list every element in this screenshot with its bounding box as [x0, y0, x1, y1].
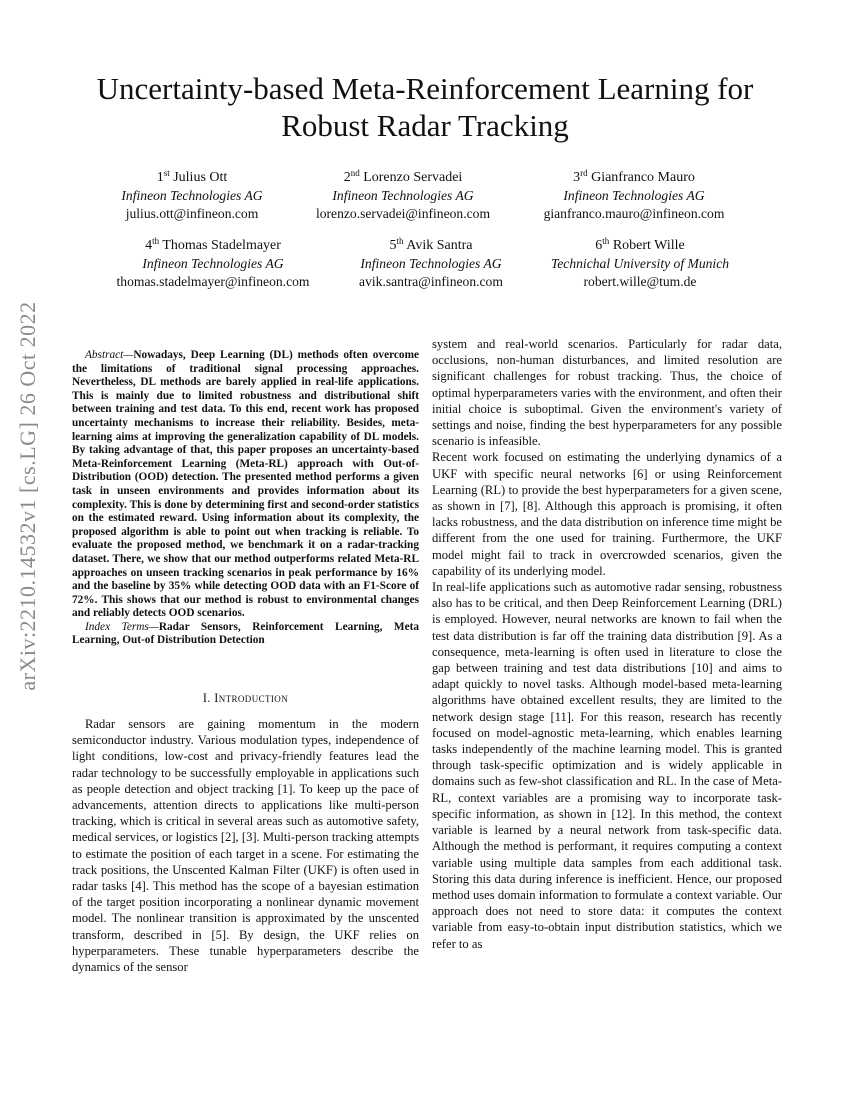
author-email: avik.santra@infineon.com — [359, 274, 503, 289]
index-terms-text: Radar Sensors, Reinforcement Learning, Meta Learning, Out-of Distribution Detection — [72, 620, 419, 647]
author-ord: 4 — [145, 238, 153, 253]
author-affiliation: Infineon Technologies AG — [360, 256, 502, 271]
author-affiliation: Infineon Technologies AG — [142, 256, 284, 271]
abstract — [72, 349, 419, 648]
section-title: Introduction — [214, 691, 289, 705]
right-column-body — [432, 336, 782, 952]
author-name: Gianfranco Mauro — [591, 170, 695, 185]
body-paragraph: Recent work focused on estimating the underlying dynamics of a UKF with specific neural networks [6] or using Reinforcement Learning (RL) to provide the best hyperparameters for a given scene, as shown in [7], [8]. Although this approach is promising, it often lacks robustness, and the data distribution on inference time might be different from the one used for training. Furthermore, the UKF model might fail to track in overcrowded scenarios, given the capability of its underlying model. — [432, 450, 782, 578]
author-ord-suffix: th — [396, 236, 404, 246]
author-ord-suffix: rd — [580, 168, 588, 178]
author-ord: 6 — [595, 238, 603, 253]
author-ord-suffix: th — [152, 236, 160, 246]
author-block-2 — [283, 169, 523, 223]
abstract-text: Nowadays, Deep Learning (DL) methods often overcome the limitations of traditional signal processing approaches. Nevertheless, DL methods are barely applied in real-life applications. This is mainly due to limited robustness and distributional shift between training and test data. To this end, recent work has proposed uncertainty mechanisms to increase their reliability. Besides, meta-learning aims at improving the generalization capability of DL models. By taking advantage of that, this paper proposes an uncertainty-based Meta-Reinforcement Learning (Meta-RL) approach with Out-of-Distribution (OOD) detection. The presented method performs a given task in unseen environments and provides information about its complexity. This is done by determining first and second-order statistics on the estimated reward. Using information about its complexity, the proposed algorithm is able to point out when tracking is reliable. To evaluate the proposed method, we benchmark it on a radar-tracking dataset. There, we show that our method outperforms related Meta-RL approaches on unseen tracking scenarios in peak performance by 16% and the baseline by 35% while detecting OOD data with an F1-Score of 72%. This shows that our method is robust to environmental changes and reliably detects OOD scenarios. — [72, 349, 419, 620]
author-email: julius.ott@infineon.com — [125, 206, 259, 221]
index-terms-label: Index Terms— — [85, 620, 159, 633]
author-name: Julius Ott — [173, 170, 228, 185]
author-ord-suffix: nd — [350, 168, 360, 178]
index-terms — [72, 621, 419, 648]
author-block-5 — [311, 237, 551, 291]
section-heading — [72, 691, 419, 706]
author-affiliation: Technichal University of Munich — [550, 256, 730, 271]
author-block-6 — [520, 237, 760, 291]
author-email: gianfranco.mauro@infineon.com — [543, 206, 725, 221]
abstract-label: Abstract— — [85, 349, 134, 361]
section-number: I. — [202, 691, 211, 705]
author-name: Lorenzo Servadei — [363, 170, 463, 185]
author-email: lorenzo.servadei@infineon.com — [315, 206, 491, 221]
arxiv-identifier: arXiv:2210.14532v1 [cs.LG] 26 Oct 2022 — [15, 301, 40, 691]
body-paragraph: In real-life applications such as automotive radar sensing, robustness also has to be critical, and then Deep Reinforcement Learning (DRL) is employed. However, neural networks are known to fail when the test data distribution is far off the training data distribution [9]. As a consequence, meta-learning is often used in literature to close the gap between training and test data distributions [10] and aims to adapt quickly to novel tasks. Although model-based meta-learning algorithms have obtained excellent results, they are limited to the network design stage [11]. For this reason, research has recently focused on model-agnostic meta-learning, which enables learning tasks independently of the machine learning model. This is granted through task-specific optimization and is widely applicable in domains such as few-shot classification and RL. In the case of Meta-RL, context variables are a promising way to incorporate task-specific information, as shown in [12]. In this method, the context variable is learned by a neural network from task-specific data. Although the method is performant, it requires computing a context variable using multiple data samples from each additional task. Storing this data during inference is inefficient. Hence, our proposed method uses domain information to formulate a context variable. Our approach does not need to store data: it computes the context variable from easy-to-obtain input distribution statistics, which we refer to as — [432, 580, 782, 951]
author-ord: 2 — [343, 170, 351, 185]
abstract-paragraph — [72, 349, 419, 621]
author-name: Robert Wille — [612, 238, 685, 253]
author-block-1 — [72, 169, 312, 223]
body-paragraph: system and real-world scenarios. Particularly for radar data, occlusions, non-human disturbances, and limited resolution are significant challenges for robust tracking. Thus, the choice of optimal hyperparameters varies with the environment, and often their initial choice is suboptimal. Given the environment's variety of settings and noise, finding the best hyperparameters for any possible scenario is infeasible. — [432, 337, 782, 449]
author-block-4 — [93, 237, 333, 291]
author-ord: 1 — [156, 170, 164, 185]
body-paragraph: Radar sensors are gaining momentum in the modern semiconductor industry. Various modulation types, independence of light conditions, low-cost and privacy-friendly features lead the radar technology to be successfully employable in applications such as people detection and object tracking [1]. To keep up the pace of advancements, attention directs to applications like multi-person tracking, which is critical in several areas such as automotive safety, medical services, or logistics [2], [3]. Multi-person tracking attempts to estimate the position of each target in a scene. For estimating the track positions, the Unscented Kalman Filter (UKF) is often used in radar tasks [4]. This method has the scope of a bayesian estimation of the target position incorporating a nonlinear dynamic movement model. The nonlinear transition is approximated by the unscented transform, described in [5]. By design, the UKF relies on hyperparameters. These tunable hyperparameters describe the dynamics of the sensor — [72, 717, 419, 975]
author-block-3 — [514, 169, 754, 223]
author-affiliation: Infineon Technologies AG — [121, 188, 263, 203]
author-email: robert.wille@tum.de — [583, 274, 697, 289]
author-name: Thomas Stadelmayer — [162, 238, 281, 253]
author-ord: 5 — [389, 238, 397, 253]
author-email: thomas.stadelmayer@infineon.com — [116, 274, 310, 289]
paper-title — [40, 70, 810, 144]
author-name: Avik Santra — [406, 238, 473, 253]
title-line-2: Robust Radar Tracking — [281, 108, 569, 143]
author-ord-suffix: th — [602, 236, 610, 246]
author-affiliation: Infineon Technologies AG — [332, 188, 474, 203]
author-affiliation: Infineon Technologies AG — [563, 188, 705, 203]
title-line-1: Uncertainty-based Meta-Reinforcement Learning for — [96, 71, 754, 106]
author-ord: 3 — [573, 170, 581, 185]
arxiv-sidebar — [8, 296, 48, 696]
author-ord-suffix: st — [163, 168, 170, 178]
left-column-body — [72, 716, 419, 975]
